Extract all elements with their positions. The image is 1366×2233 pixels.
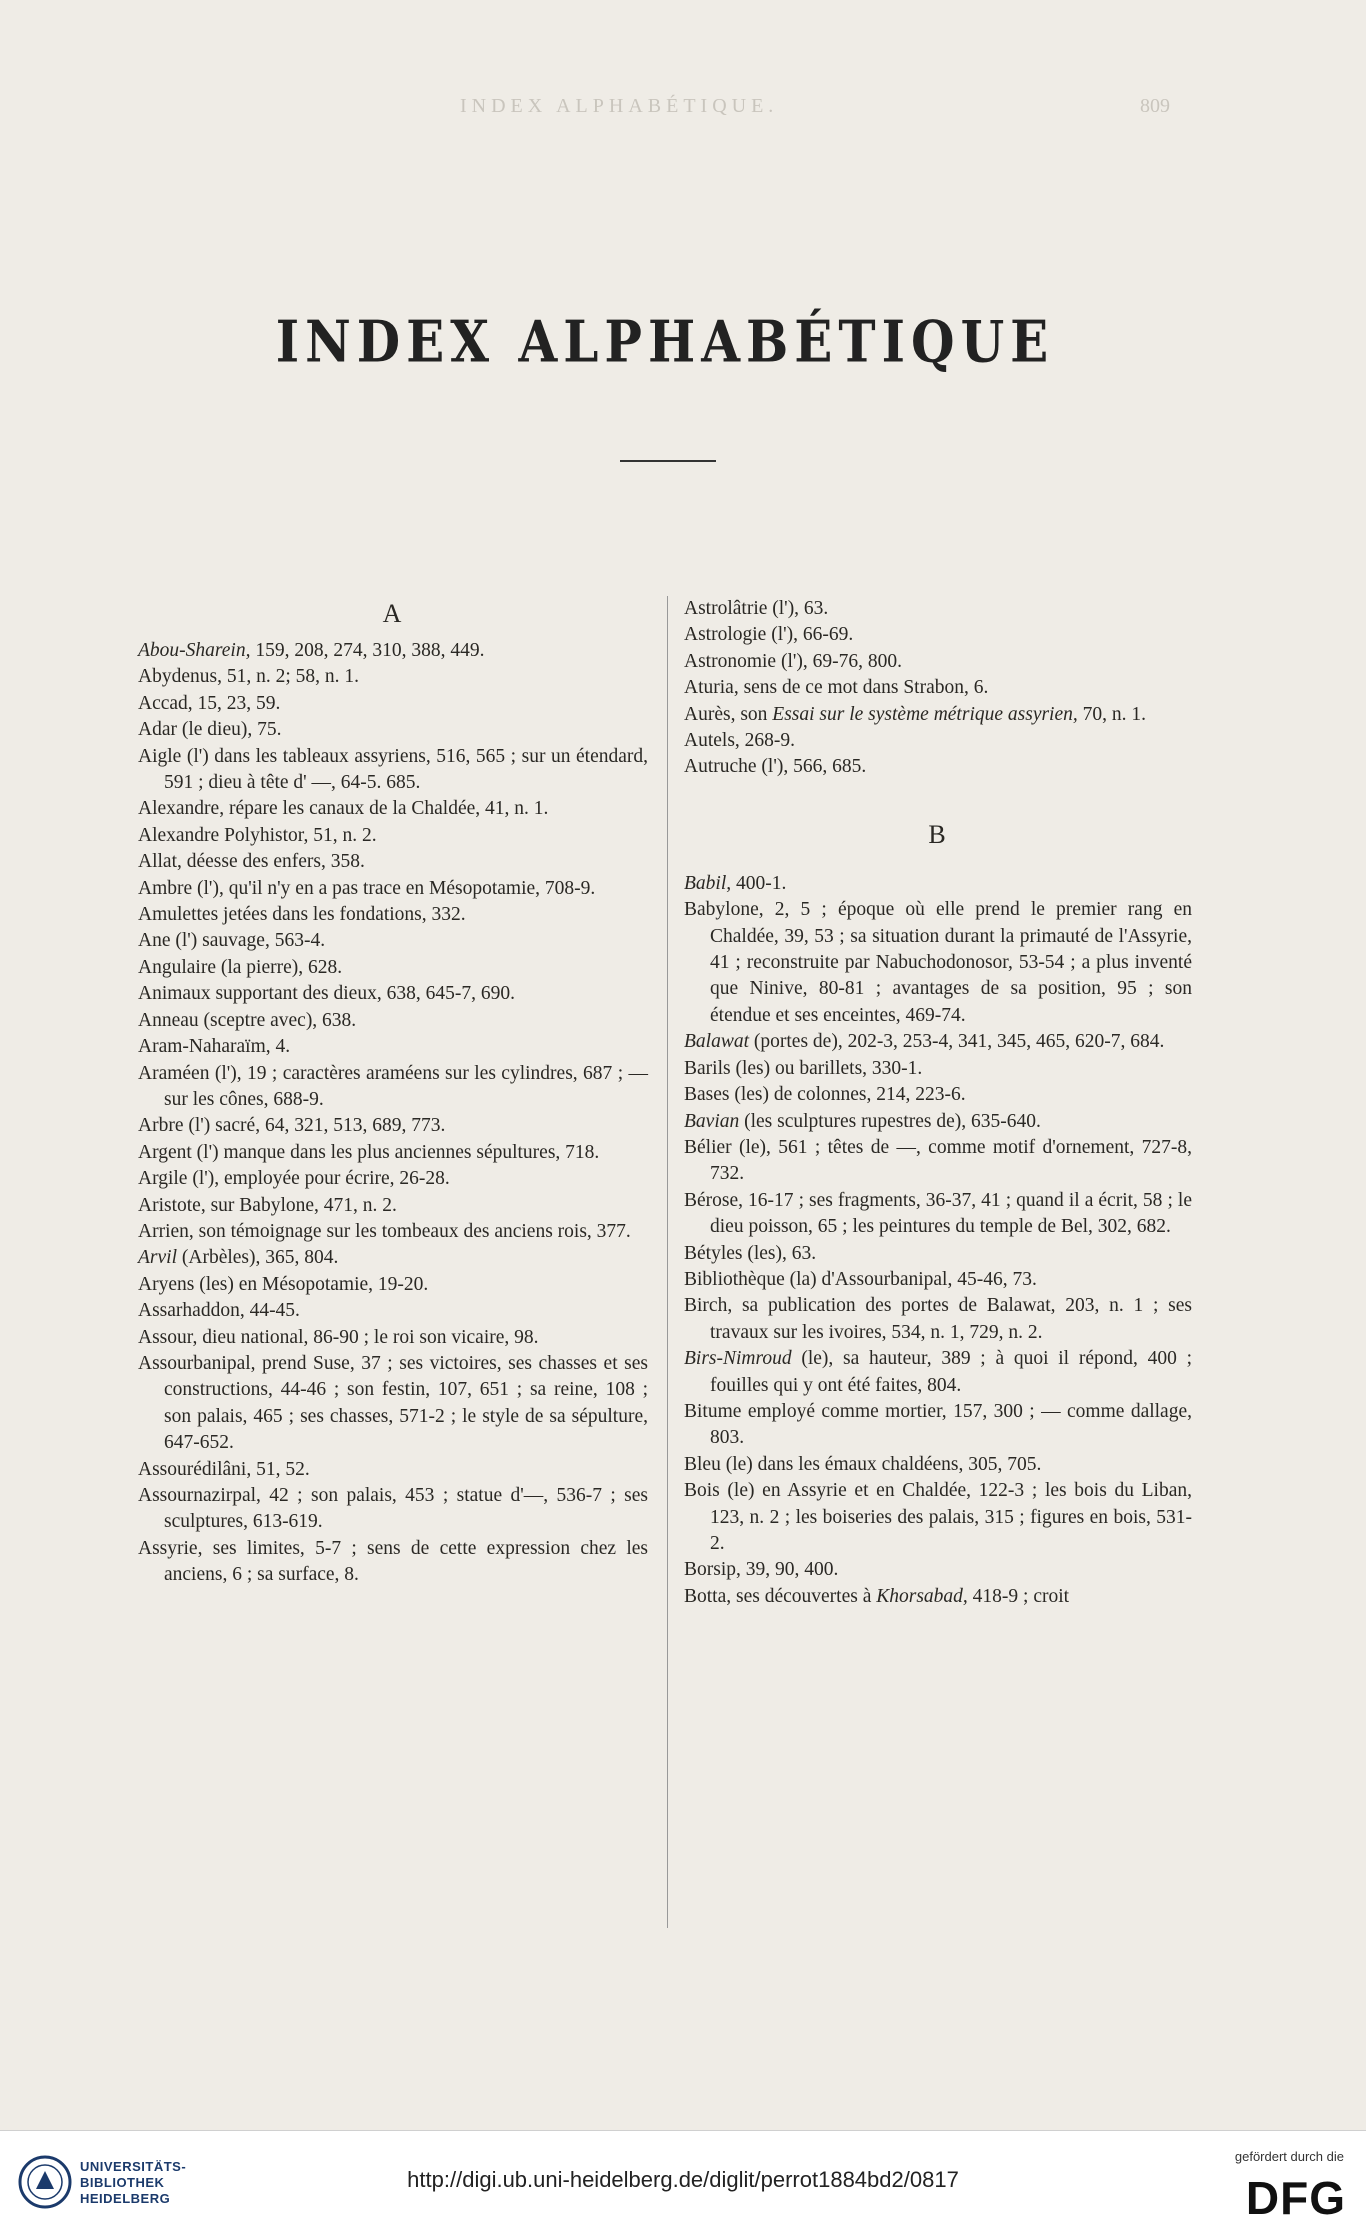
entry-text: Aryens (les) en Mésopotamie, 19-20. <box>138 1273 429 1295</box>
entry-text: Bibliothèque (la) d'Assourbanipal, 45-46, 73. <box>684 1268 1037 1290</box>
entries-list-right-b <box>684 871 1192 1610</box>
index-entry <box>684 1584 1192 1610</box>
entry-text: Allat, déesse des enfers, 358. <box>138 851 365 873</box>
entry-text: Alexandre Polyhistor, 51, n. 2. <box>138 824 377 846</box>
entry-text: (le), sa hauteur, 389 ; à quoi il répond, 400 ; fouilles qui y ont été faites, 804. <box>710 1348 1192 1396</box>
index-column-left <box>138 596 648 1589</box>
index-entry <box>684 1346 1192 1399</box>
entry-text: Astronomie (l'), 69-76, 800. <box>684 650 902 672</box>
index-entry <box>138 1061 648 1114</box>
entry-text: Babylone, 2, 5 ; époque où elle prend le premier rang en Chaldée, 39, 53 ; sa situation durant la primauté de l'Assyrie, 41 ; reconstruite par Nabuchodonosor, 53-54 ; a plus inventé que Ninive, 80-81 ; avantages de sa position, 95 ; son étendue et ses enceintes, 469-74. <box>684 899 1192 1026</box>
title-rule <box>620 460 716 462</box>
index-entry <box>138 981 648 1007</box>
entry-text: Aurès, son <box>684 703 773 725</box>
entry-text: Angulaire (la pierre), 628. <box>138 956 343 978</box>
entry-text: Accad, 15, 23, 59. <box>138 692 281 714</box>
index-entry <box>138 1193 648 1219</box>
entry-text: Bois (le) en Assyrie et en Chaldée, 122-3 ; les bois du Liban, 123, n. 2 ; les boiseries des palais, 315 ; figures en bois, 531-2. <box>684 1480 1192 1554</box>
funding-note: gefördert durch die <box>1234 2149 1344 2164</box>
index-entry <box>138 1008 648 1034</box>
index-entry <box>138 849 648 875</box>
entry-text: Assyrie, ses limites, 5-7 ; sens de cette expression chez les anciens, 6 ; sa surface, 8. <box>138 1537 648 1586</box>
entry-italic-title: Khorsabad, <box>876 1585 968 1607</box>
entry-text: Araméen (l'), 19 ; caractères araméens sur les cylindres, 687 ; — sur les cônes, 688-9. <box>138 1062 648 1110</box>
entry-text: Assournazirpal, 42 ; son palais, 453 ; statue d'—, 536-7 ; ses sculptures, 613-619. <box>138 1485 648 1533</box>
index-entry <box>684 1109 1192 1135</box>
entry-text: Barils (les) ou barillets, 330-1. <box>684 1057 923 1079</box>
index-entry <box>138 691 648 717</box>
entries-list-right-a <box>684 596 1192 781</box>
entry-text: Assour, dieu national, 86-90 ; le roi son vicaire, 98. <box>138 1326 539 1348</box>
entry-text: (Arbèles), 365, 804. <box>177 1247 339 1269</box>
entry-text: Birch, sa publication des portes de Balawat, 203, n. 1 ; ses travaux sur les ivoires, 534, n. 1, 729, n. 2. <box>684 1295 1192 1343</box>
entry-term: Abou-Sharein, <box>138 640 251 661</box>
index-entry <box>138 1325 648 1351</box>
index-entry <box>138 638 648 664</box>
bleed-through-page-number: 809 <box>1140 95 1170 117</box>
bleed-through-header: INDEX ALPHABÉTIQUE. <box>460 95 779 117</box>
entry-text: Animaux supportant des dieux, 638, 645-7, 690. <box>138 983 515 1005</box>
index-entry <box>684 871 1192 897</box>
entry-term: Balawat <box>684 1031 750 1053</box>
index-entry <box>684 1135 1192 1188</box>
entry-text: Arrien, son témoignage sur les tombeaux des anciens rois, 377. <box>138 1220 631 1242</box>
index-entry <box>684 1478 1192 1557</box>
index-column-right <box>684 596 1192 1610</box>
entry-term: Birs-Nimroud <box>684 1348 792 1370</box>
entry-text: Ane (l') sauvage, 563-4. <box>138 930 326 952</box>
index-entry <box>138 1272 648 1298</box>
dfg-logo: DFG <box>1245 2172 1346 2224</box>
entry-tail: 70, n. 1. <box>1077 703 1147 725</box>
entry-term: Babil, <box>684 872 732 894</box>
index-entry <box>138 1219 648 1245</box>
index-entry <box>138 717 648 743</box>
entry-text: Argile (l'), employée pour écrire, 26-28. <box>138 1168 450 1190</box>
entry-italic-title: Essai sur le système métrique assyrien, <box>772 703 1078 725</box>
index-entry <box>138 955 648 981</box>
entry-text: 159, 208, 274, 310, 388, 449. <box>250 640 485 661</box>
entry-text: Abydenus, 51, n. 2; 58, n. 1. <box>138 666 359 688</box>
index-entry <box>684 1557 1192 1583</box>
index-entry <box>138 902 648 928</box>
index-entry <box>684 897 1192 1029</box>
index-entry <box>138 744 648 797</box>
viewer-footer <box>0 2130 1366 2233</box>
index-entry <box>138 823 648 849</box>
index-entry <box>138 876 648 902</box>
entry-text: Botta, ses découvertes à <box>684 1585 877 1607</box>
index-entry <box>684 1082 1192 1108</box>
entry-text: Ambre (l'), qu'il n'y en a pas trace en Mésopotamie, 708-9. <box>138 877 596 899</box>
entry-term: Arvil <box>138 1247 177 1269</box>
section-letter-b: B <box>928 819 948 849</box>
index-entry <box>684 754 1192 780</box>
index-entry <box>684 1056 1192 1082</box>
index-entry <box>684 728 1192 754</box>
entry-text: Astrolâtrie (l'), 63. <box>684 598 829 619</box>
index-entry <box>138 1034 648 1060</box>
entry-text: (portes de), 202-3, 253-4, 341, 345, 465, 620-7, 684. <box>749 1031 1165 1053</box>
index-entry <box>684 649 1192 675</box>
index-entry <box>684 1188 1192 1241</box>
entry-text: Aigle (l') dans les tableaux assyriens, 516, 565 ; sur un étendard, 591 ; dieu à tête d' —, 64-5. 685. <box>138 745 648 794</box>
index-entry <box>138 664 648 690</box>
index-entry <box>138 1298 648 1324</box>
entry-text: Aram-Naharaïm, 4. <box>138 1036 291 1058</box>
index-entry <box>684 1241 1192 1267</box>
entry-text: Adar (le dieu), 75. <box>138 719 282 741</box>
entry-text: Aturia, sens de ce mot dans Strabon, 6. <box>684 677 989 699</box>
entry-text: Arbre (l') sacré, 64, 321, 513, 689, 773. <box>138 1115 446 1137</box>
index-entry <box>138 1351 648 1457</box>
entry-text: (les sculptures rupestres de), 635-640. <box>739 1110 1041 1132</box>
entry-text: Bélier (le), 561 ; têtes de —, comme motif d'ornement, 727-8, 732. <box>684 1136 1192 1185</box>
entry-text: Assarhaddon, 44-45. <box>138 1300 300 1322</box>
index-entry <box>138 1245 648 1271</box>
index-entry <box>138 1113 648 1139</box>
page-title: INDEX ALPHABÉTIQUE <box>275 307 1055 376</box>
entry-text: Bérose, 16-17 ; ses fragments, 36-37, 41 ; quand il a écrit, 58 ; le dieu poisson, 65 ; les peintures du temple de Bel, 302, 682. <box>684 1189 1192 1238</box>
index-entry <box>684 702 1192 728</box>
index-entry <box>684 1267 1192 1293</box>
entry-text: Aristote, sur Babylone, 471, n. 2. <box>138 1194 397 1216</box>
index-entry <box>684 1029 1192 1055</box>
column-divider <box>667 596 668 1928</box>
index-entry <box>684 622 1192 648</box>
entry-text: Astrologie (l'), 66-69. <box>684 624 854 646</box>
entry-text: Autels, 268-9. <box>684 730 796 752</box>
entry-text: Bleu (le) dans les émaux chaldéens, 305, 705. <box>684 1453 1042 1475</box>
entry-text: Bitume employé comme mortier, 157, 300 ; — comme dallage, 803. <box>684 1400 1192 1449</box>
index-entry <box>138 1536 648 1589</box>
index-entry <box>138 928 648 954</box>
library-name: UNIVERSITÄTS- BIBLIOTHEK HEIDELBERG <box>80 2159 187 2206</box>
entry-text: Assourbanipal, prend Suse, 37 ; ses victoires, ses chasses et ses constructions, 44-46 ; son festin, 107, 651 ; sa reine, 108 ; son palais, 465 ; ses chasses, 571-2 ; le style de sa sépulture, 647-652. <box>138 1352 648 1454</box>
index-entry <box>138 1457 648 1483</box>
entry-text: Bétyles (les), 63. <box>684 1242 817 1264</box>
entry-text: Amulettes jetées dans les fondations, 332. <box>138 904 466 926</box>
index-entry <box>684 596 1192 622</box>
entry-text: Bases (les) de colonnes, 214, 223-6. <box>684 1084 966 1106</box>
entry-text: 400-1. <box>731 872 787 894</box>
index-entry <box>684 1452 1192 1478</box>
entry-tail: 418-9 ; croit <box>967 1585 1070 1607</box>
section-letter-a: A <box>382 599 404 628</box>
permalink[interactable]: http://digi.ub.uni-heidelberg.de/diglit/perrot1884bd2/0817 <box>407 2167 959 2192</box>
index-entry <box>138 1140 648 1166</box>
index-entry <box>684 1399 1192 1452</box>
entry-text: Argent (l') manque dans les plus anciennes sépultures, 718. <box>138 1141 600 1163</box>
index-entry <box>138 1166 648 1192</box>
index-entry <box>138 1483 648 1536</box>
entry-text: Anneau (sceptre avec), 638. <box>138 1009 357 1031</box>
entry-term: Bavian <box>684 1110 740 1132</box>
entry-text: Autruche (l'), 566, 685. <box>684 756 867 778</box>
entries-list-left <box>138 638 648 1589</box>
entry-text: Alexandre, répare les canaux de la Chaldée, 41, n. 1. <box>138 798 549 820</box>
index-entry <box>138 796 648 822</box>
entry-text: Assourédilâni, 51, 52. <box>138 1458 310 1480</box>
index-entry <box>684 1293 1192 1346</box>
entry-text: Borsip, 39, 90, 400. <box>684 1559 839 1581</box>
index-entry <box>684 675 1192 701</box>
